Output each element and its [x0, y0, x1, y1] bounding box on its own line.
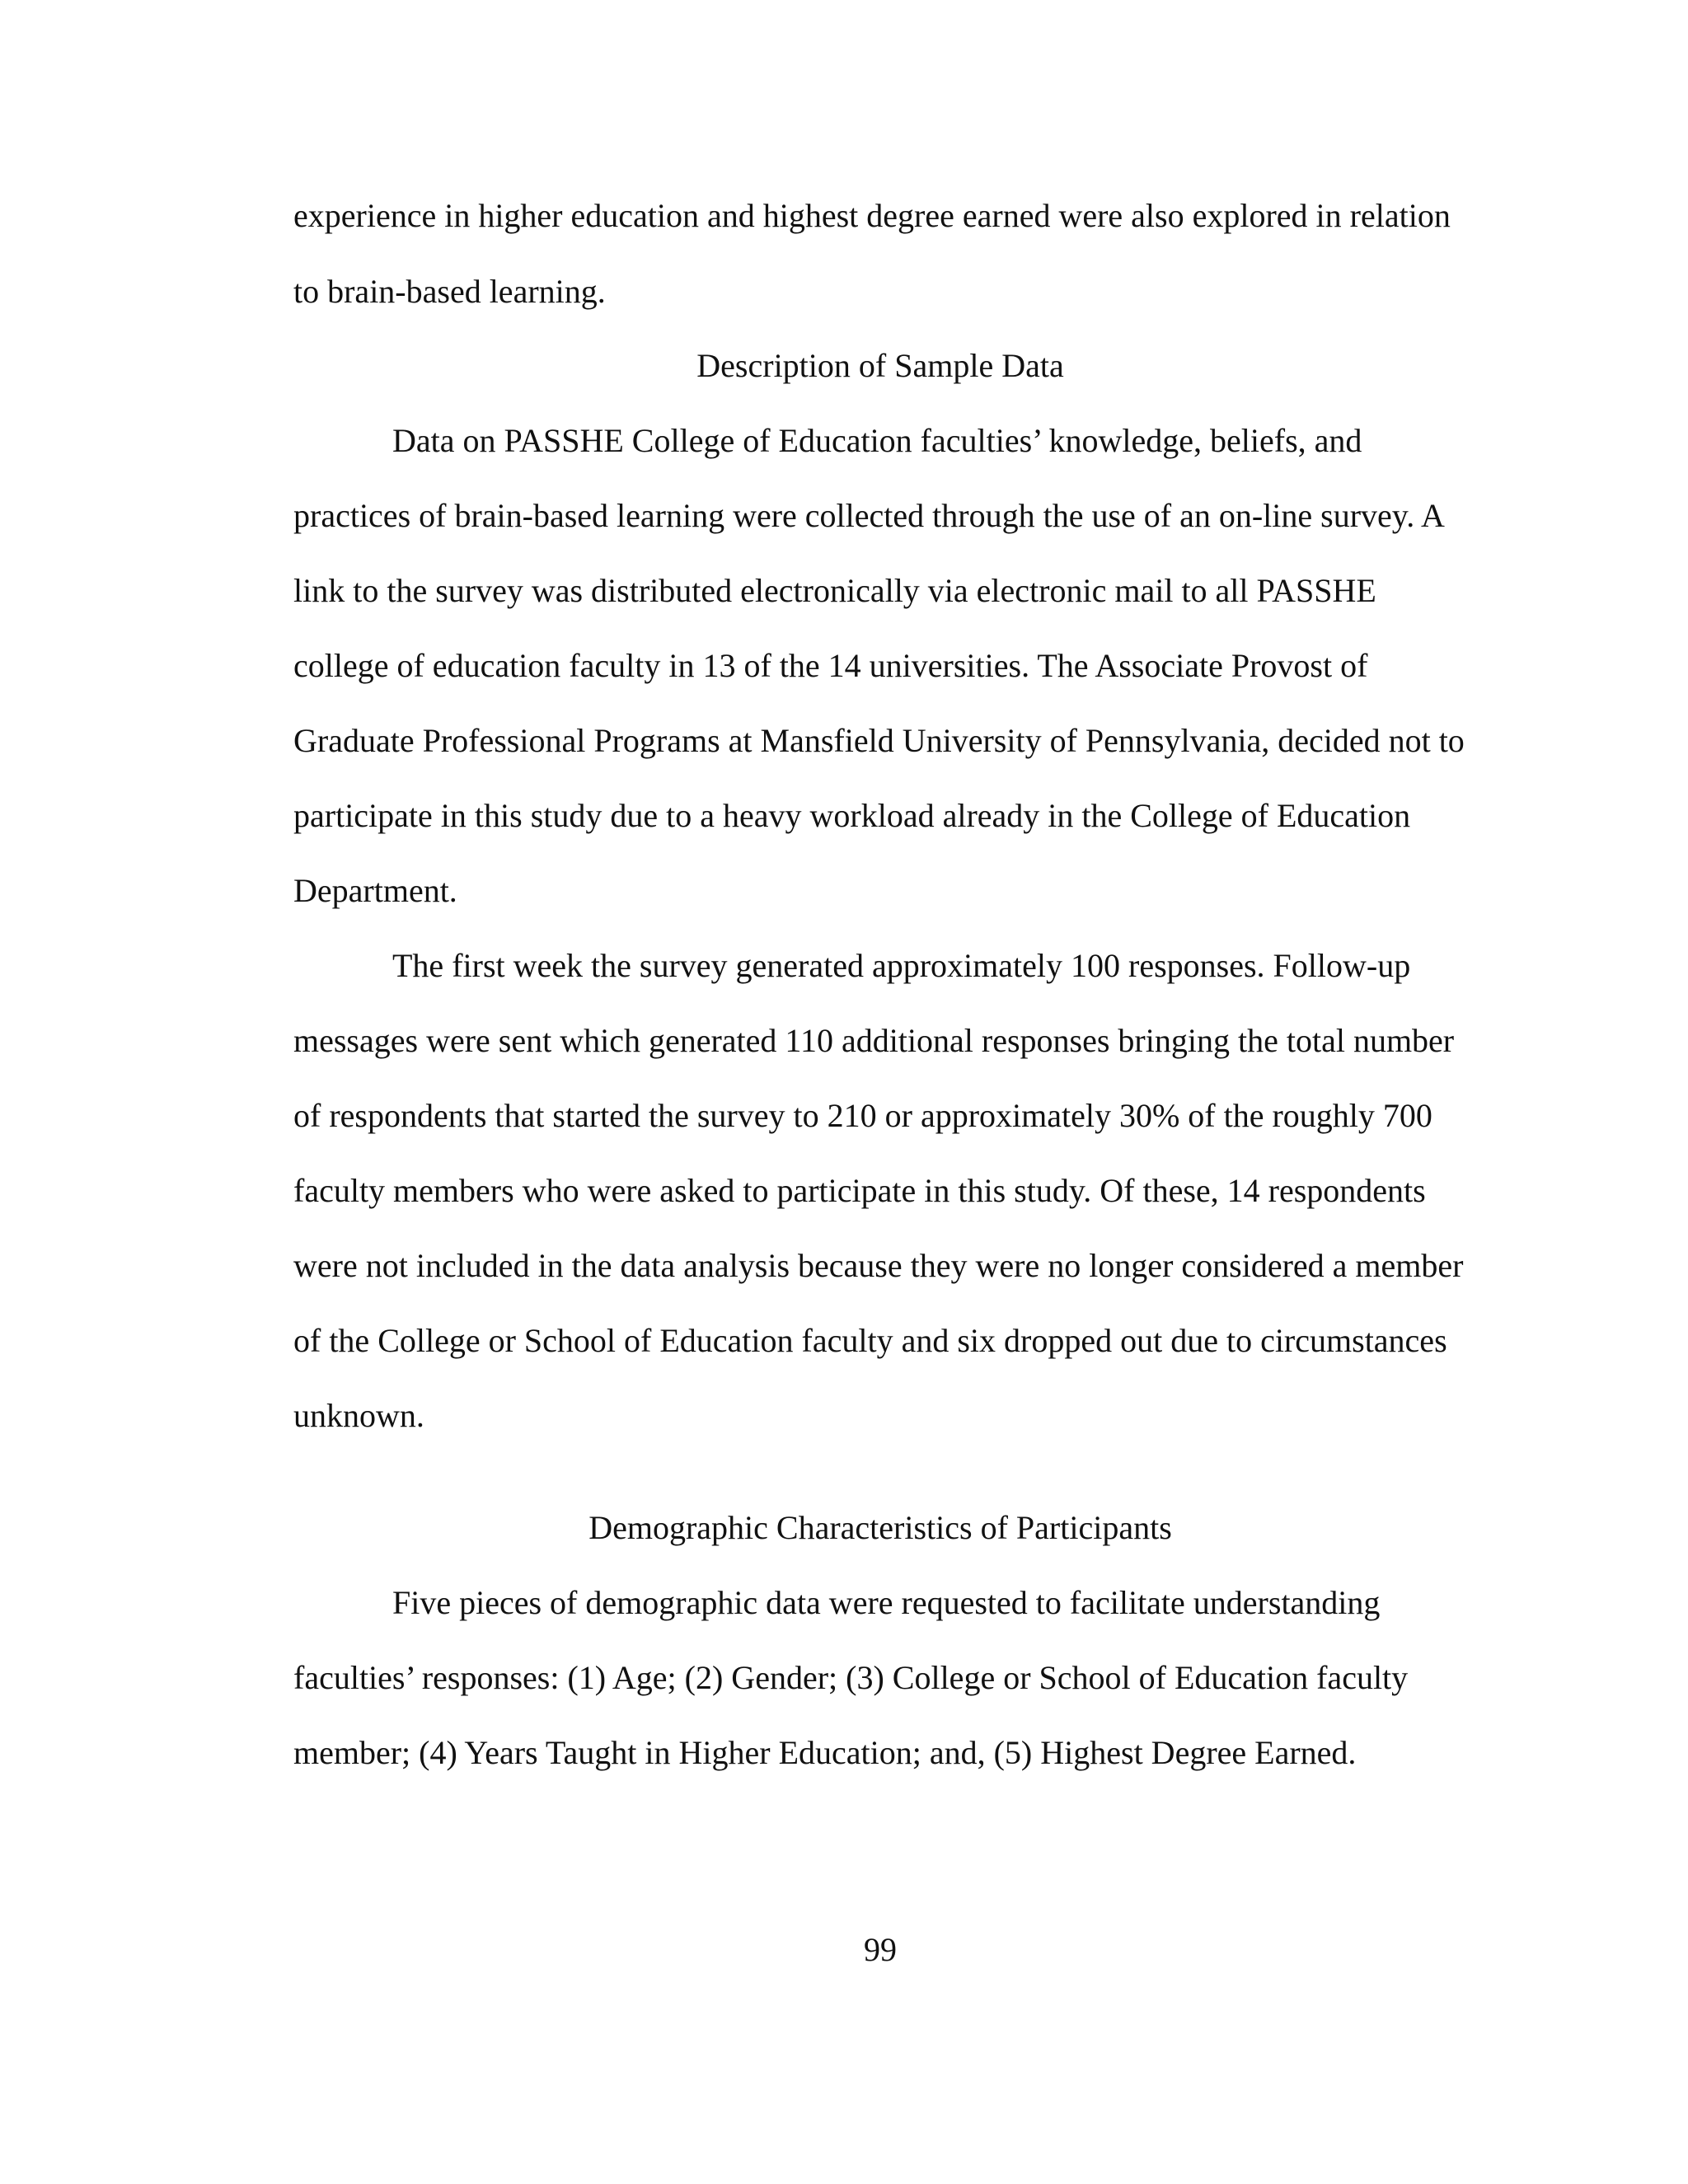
- paragraph-line: The first week the survey generated approximately 100 responses. Follow-up: [392, 947, 1411, 984]
- intro-line-1: experience in higher education and highest degree earned were also explored in relation: [293, 197, 1451, 234]
- paragraph-line: Department.: [293, 872, 457, 909]
- paragraph-line: Data on PASSHE College of Education faculties’ knowledge, beliefs, and: [392, 422, 1362, 459]
- paragraph-line: link to the survey was distributed electronically via electronic mail to all PASSHE: [293, 572, 1376, 609]
- paragraph-line: Graduate Professional Programs at Mansfield University of Pennsylvania, decided not to: [293, 722, 1465, 759]
- section-heading-sample-data: Description of Sample Data: [696, 347, 1064, 384]
- paragraph-line: faculty members who were asked to participate in this study. Of these, 14 respondents: [293, 1172, 1426, 1209]
- paragraph-line: of respondents that started the survey to 210 or approximately 30% of the roughly 700: [293, 1097, 1432, 1134]
- paragraph-line: unknown.: [293, 1397, 424, 1434]
- paragraph-line: messages were sent which generated 110 additional responses bringing the total number: [293, 1022, 1455, 1059]
- paragraph-line: college of education faculty in 13 of the 14 universities. The Associate Provost of: [293, 647, 1368, 684]
- paragraph-line: Five pieces of demographic data were requested to facilitate understanding: [392, 1584, 1381, 1621]
- paragraph-line: were not included in the data analysis because they were no longer considered a member: [293, 1247, 1464, 1284]
- paragraph-line: of the College or School of Education faculty and six dropped out due to circumstances: [293, 1322, 1447, 1359]
- paragraph-line: participate in this study due to a heavy workload already in the College of Education: [293, 797, 1411, 834]
- page-number: 99: [864, 1931, 897, 1968]
- section-heading-demographics: Demographic Characteristics of Participants: [588, 1509, 1172, 1546]
- paragraph-line: member; (4) Years Taught in Higher Education; and, (5) Highest Degree Earned.: [293, 1734, 1357, 1771]
- paragraph-line: faculties’ responses: (1) Age; (2) Gender; (3) College or School of Education faculty: [293, 1659, 1409, 1696]
- intro-line-2: to brain-based learning.: [293, 273, 606, 310]
- paragraph-line: practices of brain-based learning were collected through the use of an on-line survey. A: [293, 497, 1445, 534]
